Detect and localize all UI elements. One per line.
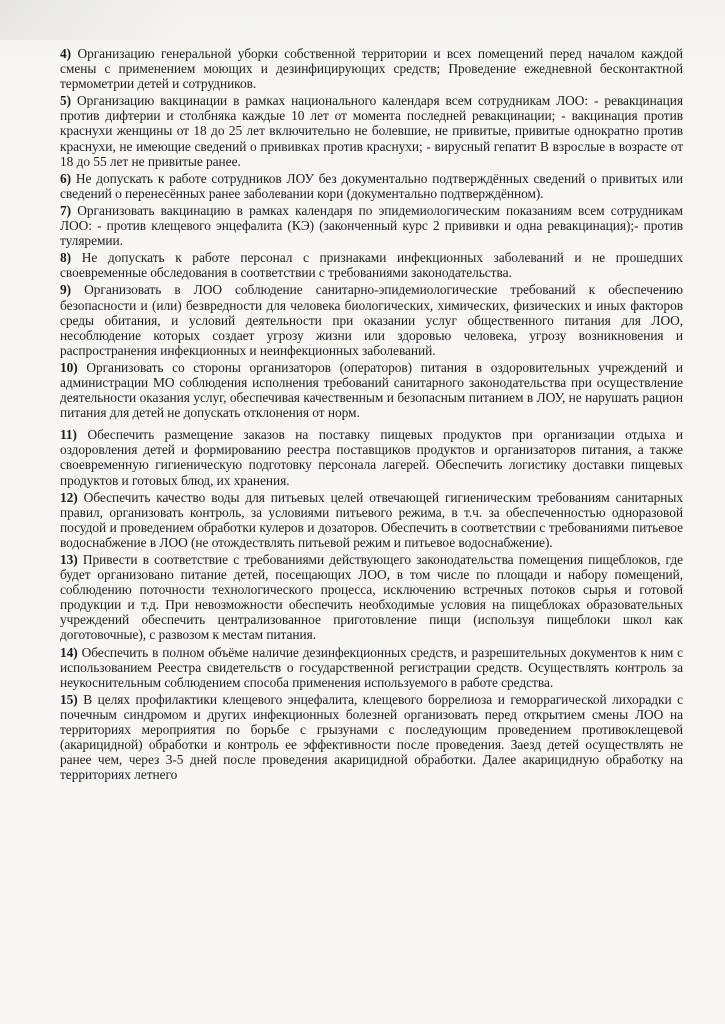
paragraph-8 bbox=[60, 250, 683, 280]
paragraph-9 bbox=[60, 282, 683, 357]
item-number: 7) bbox=[60, 202, 72, 218]
paragraph-7 bbox=[60, 203, 683, 248]
item-text: Обеспечить в полном объёме наличие дезинфекционных средств, и разрешительных документов к ним с использованием Реестра свидетельств о государственной регистрации средств. Осуществлять контроль за неукоснительным соблюдением способа применения используемого в работе средства. bbox=[60, 644, 683, 690]
item-text: Привести в соответствие с требованиями действующего законодательства помещения пищеблоков, где будет организовано питание детей, посещающих ЛОО, в том числе по площади и набору помещений, соблюдению поточности технологического процесса, исключению встречных потоков сырья и готовой продукции и т.д. При невозможности обеспечить необходимые условия на пищеблоках образовательных учреждений обеспечить централизованное приготовление пищи (используя пищеблоки школ как доготовочные), с развозом к местам питания. bbox=[60, 552, 683, 643]
paragraph-10 bbox=[60, 360, 683, 420]
item-text: Организацию генеральной уборки собственной территории и всех помещений перед началом каждой смены с применением моющих и дезинфицирующих средств; Проведение ежедневной бесконтактной термометрии детей и сотрудников. bbox=[60, 46, 683, 92]
paragraph-13 bbox=[60, 552, 683, 643]
item-number: 6) bbox=[60, 170, 72, 186]
item-text: Организацию вакцинации в рамках национального календаря всем сотрудникам ЛОО: - ревакцинация против дифтерии и столбняка каждые 10 лет от момента последней ревакцинации; - вакцинация против краснухи женщины от 18 до 25 лет включительно не болевшие, не привитые, привитые однократно против краснухи, не имеющие сведений о прививках против краснухи; - вирусный гепатит В взрослые в возрасте от 18 до 55 лет не привитые ранее. bbox=[60, 93, 683, 169]
paragraph-4 bbox=[60, 46, 683, 91]
item-number: 10) bbox=[60, 359, 78, 375]
item-text: Обеспечить качество воды для питьевых целей отвечающей гигиеническим требованиям санитарных правил, организовать контроль, за условиями питьевого режима, в т.ч. за обеспеченностью одноразовой посудой и проведением обработки кулеров и дозаторов. Обеспечить в соответствии с требованиями питьевое водоснабжение в ЛОО (не отождествлять питьевой режим и питьевое водоснабжение). bbox=[60, 489, 683, 550]
item-text: Организовать в ЛОО соблюдение санитарно-эпидемиологические требований к обеспечению безопасности и (или) безвредности для человека биологических, химических, физических и иных факторов среды обитания, и условий деятельности при оказании услуг общественного питания для ЛОО, несоблюдение которых создает угрозу жизни или здоровью человека, угрозу возникновения и распространения инфекционных и неинфекционных заболеваний. bbox=[60, 282, 683, 358]
paragraph-6 bbox=[60, 171, 683, 201]
item-text: В целях профилактики клещевого энцефалита, клещевого боррелиоза и геморрагической лихорадки с почечным синдромом и других инфекционных болезней организовать перед открытием смены ЛОО на территориях мероприятия по борьбе с грызунами с последующим проведением противоклещевой (акарицидной) обработки и контроль ее эффективности после проведения. Заезд детей осуществлять не ранее чем, через 3-5 дней после проведения акарицидной обработки. Далее акарицидную обработку на территориях летнего bbox=[60, 691, 683, 783]
item-text: Не допускать к работе сотрудников ЛОУ без документально подтверждённых сведений о привитых или сведений о перенесённых ранее заболевании кори (документально подтверждённом). bbox=[60, 170, 683, 201]
item-number: 14) bbox=[60, 644, 78, 660]
item-number: 9) bbox=[60, 282, 72, 298]
item-text: Обеспечить размещение заказов на поставку пищевых продуктов при организации отдыха и оздоровления детей и формированию реестра поставщиков продуктов и организаторов питания, а также своевременную гигиеническую подготовку персонала лагерей. Обеспечить логистику доставки пищевых продуктов и готовых блюд, их хранения. bbox=[60, 427, 683, 488]
item-number: 5) bbox=[60, 93, 72, 109]
item-number: 8) bbox=[60, 250, 72, 266]
item-number: 4) bbox=[60, 46, 72, 61]
paragraph-5 bbox=[60, 93, 683, 168]
item-text: Организовать вакцинацию в рамках календаря по эпидемиологическим показаниям всем сотрудникам ЛОО: - против клещевого энцефалита (КЭ) (законченный курс 2 прививки и одна ревакцинация);- против туляремии. bbox=[60, 202, 683, 249]
paragraph-12 bbox=[60, 490, 683, 550]
item-text: Организовать со стороны организаторов (операторов) питания в оздоровительных учреждений и администрации МО соблюдения исполнения требований санитарного законодательства при осуществление деятельности оказания услуг, обеспечивая качественным и безопасным питанием в ЛОУ, не нарушать рацион питания для детей не допускать отклонения от норм. bbox=[60, 359, 683, 421]
item-number: 13) bbox=[60, 552, 78, 567]
paragraph-15 bbox=[60, 692, 683, 783]
paragraph-14 bbox=[60, 645, 683, 690]
scan-shadow bbox=[0, 0, 190, 40]
paragraph-11 bbox=[60, 427, 683, 487]
item-text: Не допускать к работе персонал с признаками инфекционных заболеваний и не прошедших своевременные обследования в соответствии с требованиями законодательства. bbox=[60, 250, 683, 281]
item-number: 11) bbox=[60, 427, 77, 443]
item-number: 12) bbox=[60, 489, 78, 505]
item-number: 15) bbox=[60, 691, 78, 707]
